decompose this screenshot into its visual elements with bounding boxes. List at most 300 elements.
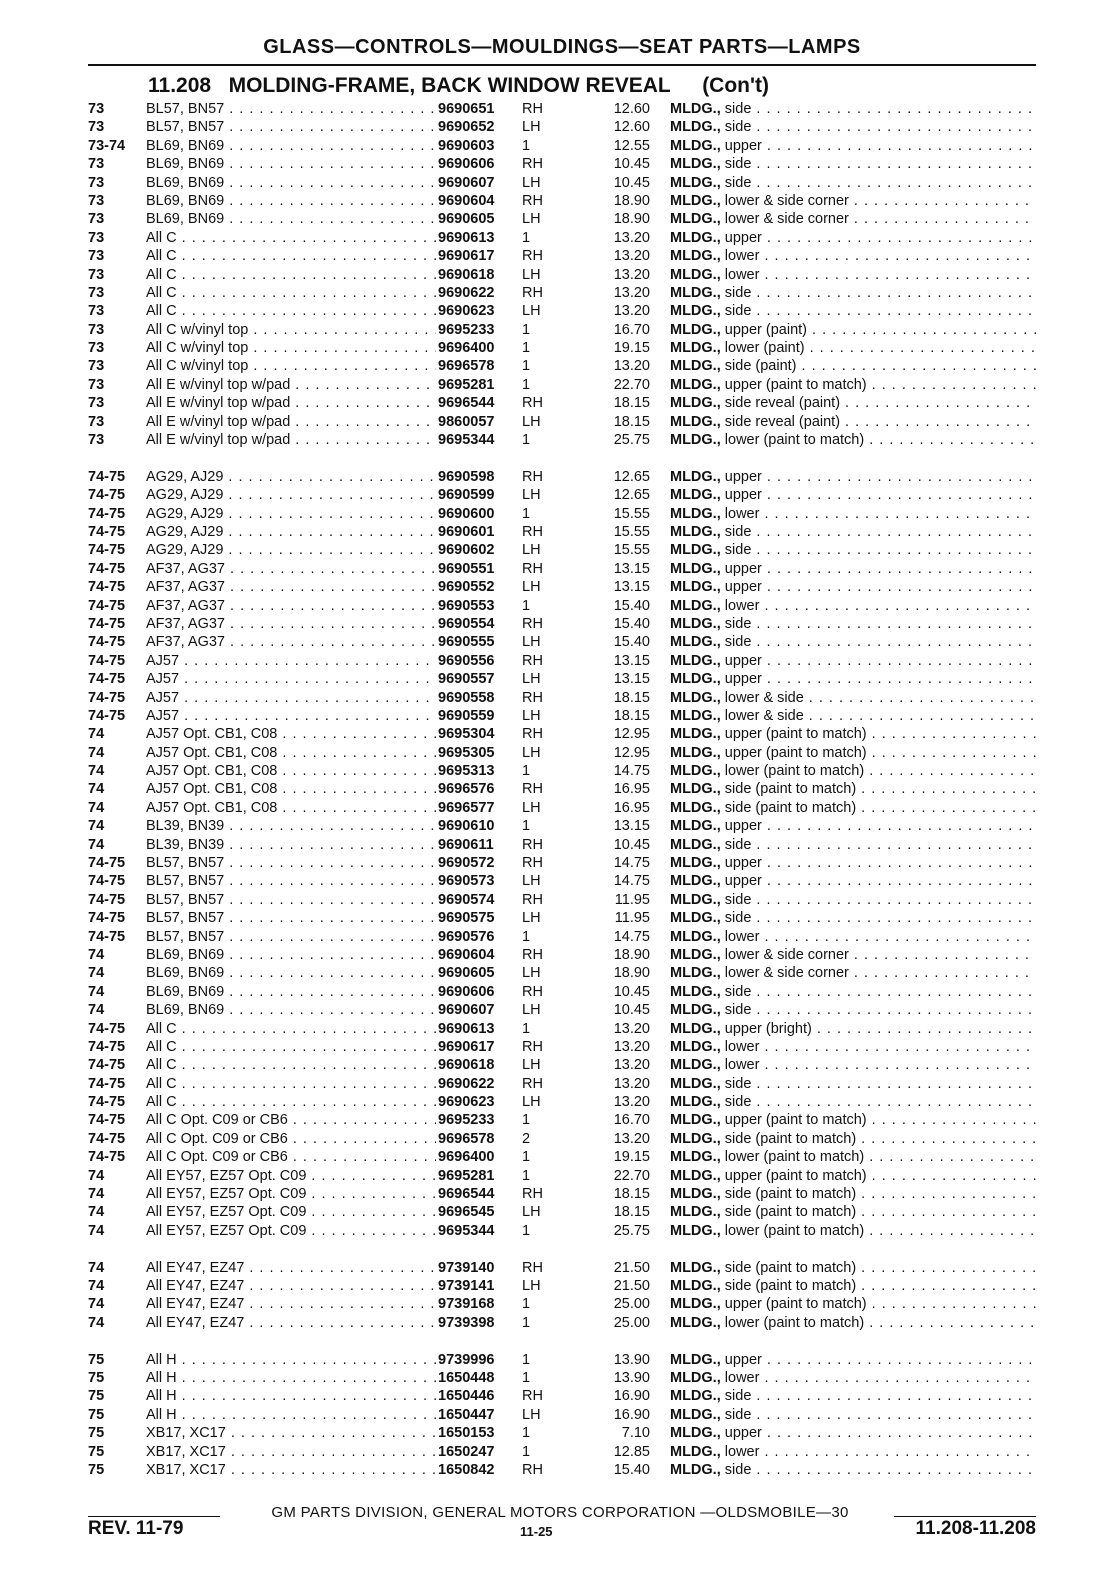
description-prefix: MLDG.,	[670, 1351, 721, 1368]
model-cell: All C . . .	[146, 1075, 436, 1093]
year-cell: 73	[88, 432, 105, 449]
table-row	[88, 1222, 1036, 1240]
model-cell: All C . . .	[146, 1056, 436, 1074]
description-text: upper (paint to match)	[724, 376, 867, 393]
description-text: side	[724, 1406, 752, 1423]
table-row	[88, 762, 1036, 780]
description-text: side (paint to match)	[724, 799, 857, 816]
description-cell	[670, 1443, 1036, 1461]
part-number-cell: 9690652	[438, 119, 495, 136]
model-cell: All C . . .	[146, 1038, 436, 1056]
part-number-cell: 9690556	[438, 652, 495, 669]
description-prefix: MLDG.,	[670, 358, 721, 375]
description-text: side	[724, 836, 752, 853]
description-text: lower	[724, 1369, 760, 1386]
description-text: upper	[724, 1425, 762, 1442]
description-cell	[670, 137, 1036, 155]
description-prefix: MLDG.,	[670, 1038, 721, 1055]
description-text: lower	[724, 505, 760, 522]
row-spacer	[88, 1332, 1036, 1350]
description-text: lower & side	[724, 707, 804, 724]
year-cell: 73	[88, 413, 105, 430]
quantity-side-cell: LH	[522, 1204, 541, 1221]
part-number-cell: 9690601	[438, 523, 495, 540]
description-cell	[670, 1167, 1036, 1185]
description-cell	[670, 1056, 1036, 1074]
year-cell: 74-75	[88, 689, 126, 706]
table-row	[88, 376, 1036, 394]
description-prefix: MLDG.,	[670, 395, 721, 412]
description-prefix: MLDG.,	[670, 340, 721, 357]
model-cell: BL69, BN69 . . .	[146, 1001, 436, 1019]
description-text: side	[724, 174, 752, 191]
model-cell: XB17, XC17 . . .	[146, 1461, 436, 1479]
quantity-side-cell: RH	[522, 1186, 543, 1203]
table-row	[88, 1443, 1036, 1461]
part-number-cell: 9690605	[438, 965, 495, 982]
description-prefix: MLDG.,	[670, 1369, 721, 1386]
description-cell	[670, 376, 1036, 394]
description-text: side	[724, 910, 752, 927]
part-number-cell: 9690606	[438, 983, 495, 1000]
description-text: lower (paint to match)	[724, 1149, 865, 1166]
price-cell: 13.15	[613, 818, 650, 835]
table-row	[88, 1093, 1036, 1111]
description-text: side (paint to match)	[724, 1259, 857, 1276]
description-prefix: MLDG.,	[670, 468, 721, 485]
part-number-cell: 9690559	[438, 707, 495, 724]
quantity-side-cell: RH	[522, 983, 543, 1000]
model-cell: BL69, BN69 . . .	[146, 137, 436, 155]
model-cell: XB17, XC17 . . .	[146, 1443, 436, 1461]
table-row	[88, 357, 1036, 375]
part-number-cell: 9690622	[438, 284, 495, 301]
description-prefix: MLDG.,	[670, 560, 721, 577]
table-row	[88, 946, 1036, 964]
model-cell: All H . . .	[146, 1351, 436, 1369]
part-number-cell: 9690605	[438, 211, 495, 228]
model-cell: AJ57 . . .	[146, 707, 436, 725]
description-cell	[670, 817, 1036, 835]
year-cell: 74	[88, 763, 105, 780]
description-text: upper	[724, 487, 762, 504]
price-cell: 13.20	[613, 1075, 650, 1092]
model-cell: BL39, BN39 . . .	[146, 817, 436, 835]
price-cell: 13.20	[613, 266, 650, 283]
price-cell: 15.55	[613, 542, 650, 559]
year-cell: 74-75	[88, 1057, 126, 1074]
year-cell: 73	[88, 321, 105, 338]
table-row	[88, 983, 1036, 1001]
description-text: upper	[724, 560, 762, 577]
year-cell: 74-75	[88, 560, 126, 577]
table-row	[88, 670, 1036, 688]
description-text: lower	[724, 266, 760, 283]
year-cell: 73	[88, 156, 105, 173]
description-text: upper (paint to match)	[724, 744, 867, 761]
description-cell	[670, 321, 1036, 339]
price-cell: 14.75	[613, 763, 650, 780]
part-number-cell: 9690623	[438, 1094, 495, 1111]
quantity-side-cell: LH	[522, 671, 541, 688]
description-prefix: MLDG.,	[670, 1443, 721, 1460]
table-row	[88, 1369, 1036, 1387]
quantity-side-cell: 1	[522, 1425, 531, 1442]
year-cell: 74-75	[88, 542, 126, 559]
model-cell: All C w/vinyl top . . .	[146, 321, 436, 339]
table-row	[88, 137, 1036, 155]
model-cell: All C . . .	[146, 284, 436, 302]
model-cell: All H . . .	[146, 1387, 436, 1405]
model-cell: BL69, BN69 . . .	[146, 983, 436, 1001]
price-cell: 18.90	[613, 946, 650, 963]
description-prefix: MLDG.,	[670, 192, 721, 209]
year-cell: 73	[88, 266, 105, 283]
description-prefix: MLDG.,	[670, 671, 721, 688]
table-row	[88, 247, 1036, 265]
part-number-cell: 9690558	[438, 689, 495, 706]
part-number-cell: 9696400	[438, 1149, 495, 1166]
description-cell	[670, 192, 1036, 210]
price-cell: 25.00	[613, 1314, 650, 1331]
year-cell: 74-75	[88, 1020, 126, 1037]
quantity-side-cell: LH	[522, 744, 541, 761]
model-cell: All C . . .	[146, 229, 436, 247]
model-cell: AJ57 Opt. CB1, C08 . . .	[146, 725, 436, 743]
part-number-cell: 9690613	[438, 1020, 495, 1037]
model-cell: All C . . .	[146, 302, 436, 320]
description-prefix: MLDG.,	[670, 1461, 721, 1478]
description-prefix: MLDG.,	[670, 174, 721, 191]
year-cell: 74	[88, 1186, 105, 1203]
description-cell	[670, 670, 1036, 688]
model-cell: AJ57 Opt. CB1, C08 . . .	[146, 799, 436, 817]
quantity-side-cell: 1	[522, 1222, 531, 1239]
quantity-side-cell: RH	[522, 395, 543, 412]
table-row	[88, 174, 1036, 192]
year-cell: 75	[88, 1443, 105, 1460]
table-row	[88, 1111, 1036, 1129]
year-cell: 74	[88, 983, 105, 1000]
revision-label: REV. 11-79	[88, 1518, 184, 1539]
header-rule	[88, 64, 1036, 66]
description-text: upper	[724, 855, 762, 872]
table-row	[88, 468, 1036, 486]
price-cell: 18.15	[613, 413, 650, 430]
year-cell: 75	[88, 1351, 105, 1368]
price-cell: 14.75	[613, 855, 650, 872]
part-number-cell: 9696576	[438, 781, 495, 798]
description-prefix: MLDG.,	[670, 321, 721, 338]
year-cell: 74	[88, 1204, 105, 1221]
quantity-side-cell: RH	[522, 101, 543, 117]
quantity-side-cell: LH	[522, 119, 541, 136]
year-cell: 74-75	[88, 855, 126, 872]
model-cell: All C w/vinyl top . . .	[146, 357, 436, 375]
description-cell	[670, 541, 1036, 559]
year-cell: 73	[88, 376, 105, 393]
part-number-cell: 9690618	[438, 1057, 495, 1074]
price-cell: 13.20	[613, 284, 650, 301]
description-text: upper	[724, 652, 762, 669]
part-number-cell: 9690604	[438, 946, 495, 963]
quantity-side-cell: LH	[522, 1057, 541, 1074]
table-row	[88, 394, 1036, 412]
year-cell: 74-75	[88, 487, 126, 504]
model-cell: AJ57 . . .	[146, 652, 436, 670]
year-cell: 74-75	[88, 1112, 126, 1129]
description-prefix: MLDG.,	[670, 1149, 721, 1166]
part-number-cell: 9695344	[438, 432, 495, 449]
price-cell: 18.90	[613, 192, 650, 209]
table-row	[88, 1277, 1036, 1295]
description-prefix: MLDG.,	[670, 1057, 721, 1074]
description-prefix: MLDG.,	[670, 1167, 721, 1184]
part-number-cell: 9690574	[438, 891, 495, 908]
description-cell	[670, 1424, 1036, 1442]
description-cell	[670, 1148, 1036, 1166]
table-row	[88, 155, 1036, 173]
description-cell	[670, 1075, 1036, 1093]
part-number-cell: 9690575	[438, 910, 495, 927]
price-cell: 21.50	[613, 1259, 650, 1276]
part-number-cell: 9690604	[438, 192, 495, 209]
part-number-cell: 9690572	[438, 855, 495, 872]
price-cell: 15.40	[613, 634, 650, 651]
page-header-title: GLASS—CONTROLS—MOULDINGS—SEAT PARTS—LAMPS	[263, 36, 861, 58]
description-cell	[670, 1314, 1036, 1332]
description-cell	[670, 854, 1036, 872]
quantity-side-cell: 1	[522, 1314, 531, 1331]
table-row	[88, 633, 1036, 651]
quantity-side-cell: LH	[522, 266, 541, 283]
model-cell: AF37, AG37 . . .	[146, 633, 436, 651]
part-number-cell: 9690618	[438, 266, 495, 283]
model-cell: BL57, BN57 . . .	[146, 909, 436, 927]
description-prefix: MLDG.,	[670, 983, 721, 1000]
quantity-side-cell: 1	[522, 321, 531, 338]
model-cell: AF37, AG37 . . .	[146, 597, 436, 615]
model-cell: All C Opt. C09 or CB6 . . .	[146, 1148, 436, 1166]
quantity-side-cell: RH	[522, 891, 543, 908]
table-row	[88, 431, 1036, 449]
description-text: upper	[724, 873, 762, 890]
description-prefix: MLDG.,	[670, 781, 721, 798]
year-cell: 74-75	[88, 1038, 126, 1055]
description-cell	[670, 118, 1036, 136]
model-cell: All C . . .	[146, 247, 436, 265]
description-cell	[670, 1185, 1036, 1203]
year-cell: 74-75	[88, 634, 126, 651]
description-prefix: MLDG.,	[670, 1406, 721, 1423]
model-cell: All EY57, EZ57 Opt. C09 . . .	[146, 1222, 436, 1240]
description-cell	[670, 1259, 1036, 1277]
year-cell: 74	[88, 1167, 105, 1184]
quantity-side-cell: 1	[522, 358, 531, 375]
year-cell: 74	[88, 799, 105, 816]
description-cell	[670, 413, 1036, 431]
part-number-cell: 9695233	[438, 1112, 495, 1129]
description-text: upper	[724, 468, 762, 485]
part-number-cell: 9690598	[438, 468, 495, 485]
year-cell: 73	[88, 358, 105, 375]
description-cell	[670, 891, 1036, 909]
price-cell: 18.90	[613, 211, 650, 228]
row-spacer	[88, 1240, 1036, 1258]
description-prefix: MLDG.,	[670, 1130, 721, 1147]
price-cell: 10.45	[613, 174, 650, 191]
year-cell: 75	[88, 1461, 105, 1478]
table-row	[88, 836, 1036, 854]
description-cell	[670, 799, 1036, 817]
model-cell: AF37, AG37 . . .	[146, 615, 436, 633]
description-text: lower (paint)	[724, 340, 805, 357]
year-cell: 74	[88, 726, 105, 743]
description-text: side (paint to match)	[724, 1186, 857, 1203]
quantity-side-cell: RH	[522, 689, 543, 706]
table-row	[88, 1424, 1036, 1442]
model-cell: All EY47, EZ47 . . .	[146, 1314, 436, 1332]
quantity-side-cell: LH	[522, 910, 541, 927]
part-number-cell: 1650447	[438, 1406, 495, 1423]
table-row	[88, 413, 1036, 431]
table-row	[88, 100, 1036, 118]
quantity-side-cell: RH	[522, 652, 543, 669]
table-row	[88, 817, 1036, 835]
quantity-side-cell: LH	[522, 1002, 541, 1019]
quantity-side-cell: 1	[522, 1020, 531, 1037]
description-prefix: MLDG.,	[670, 505, 721, 522]
description-prefix: MLDG.,	[670, 763, 721, 780]
quantity-side-cell: 1	[522, 340, 531, 357]
year-cell: 74-75	[88, 1094, 126, 1111]
price-cell: 11.95	[614, 891, 650, 908]
table-row	[88, 560, 1036, 578]
year-cell: 74-75	[88, 652, 126, 669]
part-number-cell: 9690602	[438, 542, 495, 559]
year-cell: 73	[88, 174, 105, 191]
table-row	[88, 1001, 1036, 1019]
description-text: lower & side corner	[724, 965, 849, 982]
price-cell: 12.95	[613, 726, 650, 743]
footer-rule-right	[894, 1516, 1036, 1517]
year-cell: 73	[88, 119, 105, 136]
description-prefix: MLDG.,	[670, 303, 721, 320]
quantity-side-cell: 1	[522, 229, 531, 246]
price-cell: 12.65	[613, 468, 650, 485]
price-cell: 12.60	[613, 119, 650, 136]
quantity-side-cell: 1	[522, 597, 531, 614]
table-row	[88, 1259, 1036, 1277]
part-number-cell: 9690600	[438, 505, 495, 522]
quantity-side-cell: 1	[522, 1149, 531, 1166]
table-row	[88, 1130, 1036, 1148]
quantity-side-cell: 1	[522, 1351, 531, 1368]
year-cell: 73	[88, 101, 105, 117]
year-cell: 74-75	[88, 579, 126, 596]
year-cell: 75	[88, 1425, 105, 1442]
description-cell	[670, 928, 1036, 946]
description-cell	[670, 505, 1036, 523]
description-prefix: MLDG.,	[670, 873, 721, 890]
part-number-cell: 1650446	[438, 1388, 495, 1405]
description-prefix: MLDG.,	[670, 1112, 721, 1129]
model-cell: All EY47, EZ47 . . .	[146, 1259, 436, 1277]
description-text: side (paint)	[724, 358, 797, 375]
part-number-cell: 9739140	[438, 1259, 495, 1276]
part-number-cell: 9739141	[438, 1278, 495, 1294]
price-cell: 13.20	[613, 1038, 650, 1055]
description-text: side	[724, 1075, 752, 1092]
quantity-side-cell: RH	[522, 192, 543, 209]
table-row	[88, 872, 1036, 890]
description-cell	[670, 964, 1036, 982]
description-prefix: MLDG.,	[670, 818, 721, 835]
table-row	[88, 725, 1036, 743]
description-text: side	[724, 983, 752, 1000]
year-cell: 74-75	[88, 615, 126, 632]
price-cell: 25.00	[613, 1296, 650, 1313]
quantity-side-cell: RH	[522, 468, 543, 485]
section-number: 11.208	[148, 74, 212, 97]
description-prefix: MLDG.,	[670, 910, 721, 927]
description-text: lower	[724, 1057, 760, 1074]
year-cell: 74-75	[88, 1130, 126, 1147]
quantity-side-cell: RH	[522, 248, 543, 265]
description-prefix: MLDG.,	[670, 634, 721, 651]
year-cell: 74	[88, 1296, 105, 1313]
description-text: side reveal (paint)	[724, 413, 841, 430]
description-prefix: MLDG.,	[670, 101, 721, 117]
section-reference: 11.208-11.208	[915, 1518, 1036, 1539]
model-cell: All H . . .	[146, 1369, 436, 1387]
year-cell: 74	[88, 836, 105, 853]
description-text: upper (paint to match)	[724, 726, 867, 743]
price-cell: 10.45	[613, 983, 650, 1000]
page-number: 11-25	[520, 1524, 553, 1539]
quantity-side-cell: LH	[522, 1094, 541, 1111]
price-cell: 21.50	[613, 1278, 650, 1294]
description-cell	[670, 707, 1036, 725]
description-text: lower	[724, 1443, 760, 1460]
description-cell	[670, 1406, 1036, 1424]
model-cell: BL69, BN69 . . .	[146, 210, 436, 228]
year-cell: 73	[88, 248, 105, 265]
description-text: lower & side corner	[724, 946, 849, 963]
description-prefix: MLDG.,	[670, 689, 721, 706]
description-prefix: MLDG.,	[670, 855, 721, 872]
description-text: upper	[724, 137, 762, 154]
description-text: upper	[724, 579, 762, 596]
year-cell: 75	[88, 1369, 105, 1386]
part-number-cell: 9690613	[438, 229, 495, 246]
part-number-cell: 9695304	[438, 726, 495, 743]
description-cell	[670, 1351, 1036, 1369]
quantity-side-cell: LH	[522, 1406, 541, 1423]
description-text: side	[724, 1094, 752, 1111]
table-row	[88, 118, 1036, 136]
year-cell: 74	[88, 965, 105, 982]
description-text: side (paint to match)	[724, 781, 857, 798]
model-cell: All EY47, EZ47 . . .	[146, 1295, 436, 1313]
description-text: side	[724, 284, 752, 301]
description-cell	[670, 946, 1036, 964]
model-cell: BL57, BN57 . . .	[146, 872, 436, 890]
year-cell: 73	[88, 395, 105, 412]
part-number-cell: 9695344	[438, 1222, 495, 1239]
description-text: lower	[724, 928, 760, 945]
price-cell: 15.40	[613, 1461, 650, 1478]
